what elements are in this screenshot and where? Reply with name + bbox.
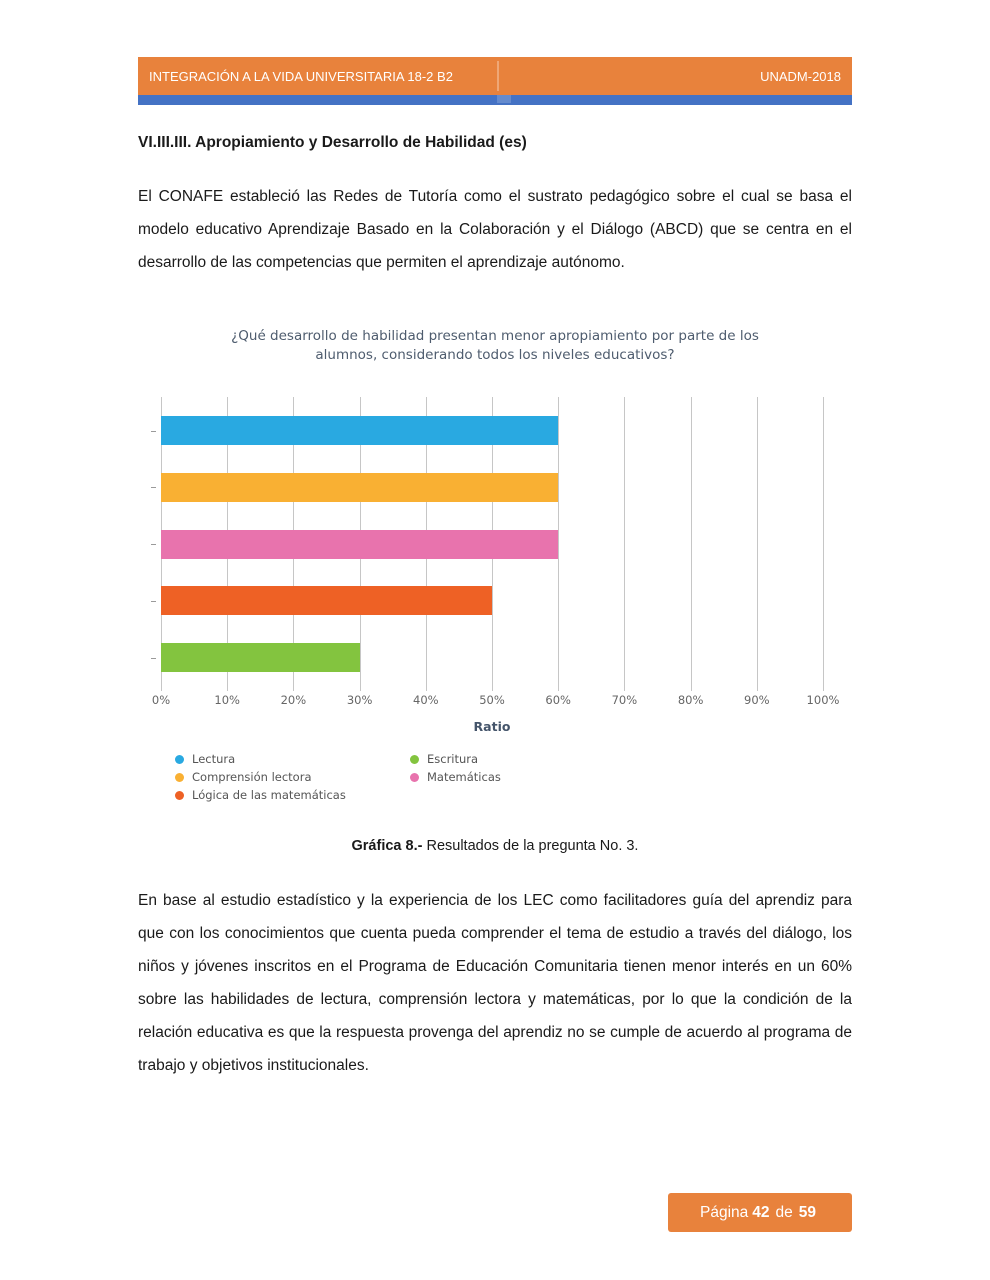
footer-prefix: Página <box>699 1203 749 1221</box>
page-header <box>138 57 852 95</box>
legend-marker-icon <box>175 755 184 764</box>
chart-x-axis <box>151 691 840 715</box>
bar-escritura <box>161 643 360 672</box>
section-heading: VI.III.III. Apropiamiento y Desarrollo de Habilidad (es) <box>138 134 527 151</box>
caption-text: Resultados de la pregunta No. 3. <box>422 838 639 854</box>
legend-marker-icon <box>410 755 419 764</box>
legend-item-logica-de-las-matematicas <box>175 786 410 804</box>
legend-column <box>410 750 501 804</box>
y-tick-dash <box>151 487 156 488</box>
header-left-title: INTEGRACIÓN A LA VIDA UNIVERSITARIA 18-2 B2 <box>149 68 453 84</box>
paragraph-analysis: En base al estudio estadístico y la experiencia de los LEC como facilitadores guía del aprendiz para que con los conocimientos que cuenta pueda comprender el tema de estudio a través del diálogo, los niños y jóvenes inscritos en el Programa de Educación Comunitaria tienen menor interés en un 60% sobre las habilidades de lectura, comprensión lectora y matemáticas, por lo que la condición de la relación educativa es que la respuesta provenga del aprendiz no se cumple de acuerdo al programa de trabajo y objetivos institucionales. <box>138 892 852 1074</box>
legend-marker-icon <box>410 773 419 782</box>
legend-item-lectura <box>175 750 410 768</box>
x-tick-label: 100% <box>806 693 840 707</box>
x-tick-label: 0% <box>151 693 171 707</box>
footer-page-number: 42 <box>752 1203 770 1221</box>
legend-label: Escritura <box>427 752 479 766</box>
gridline <box>558 397 559 691</box>
gridline <box>757 397 758 691</box>
x-tick-label: 70% <box>611 693 638 707</box>
legend-marker-icon <box>175 773 184 782</box>
y-tick-dash <box>151 658 156 659</box>
header-right-title: UNADM-2018 <box>760 68 841 84</box>
legend-label: Comprensión lectora <box>192 770 312 784</box>
legend-item-matematicas <box>410 768 501 786</box>
y-tick-dash <box>151 431 156 432</box>
legend-label: Lógica de las matemáticas <box>192 788 346 802</box>
bar-matematicas <box>161 530 558 559</box>
header-accent-bar <box>138 95 852 105</box>
legend-column <box>175 750 410 804</box>
y-tick-dash <box>151 544 156 545</box>
x-tick-label: 90% <box>744 693 770 707</box>
chart-title: ¿Qué desarrollo de habilidad presentan menor apropiamiento por parte de los alumnos, considerando todos los niveles educativos? <box>231 328 759 363</box>
x-tick-label: 20% <box>280 693 307 707</box>
chart-plot <box>161 397 823 685</box>
y-tick-dash <box>151 601 156 602</box>
x-tick-label: 10% <box>214 693 240 707</box>
x-tick-label: 40% <box>413 693 439 707</box>
legend-item-escritura <box>410 750 501 768</box>
chart <box>138 327 852 804</box>
chart-x-axis-title: Ratio <box>473 719 511 734</box>
legend-label: Lectura <box>192 752 236 766</box>
footer-of: de <box>775 1203 793 1221</box>
x-tick-label: 60% <box>545 693 571 707</box>
chart-legend <box>175 750 852 804</box>
x-tick-label: 50% <box>479 693 505 707</box>
paragraph-intro: El CONAFE estableció las Redes de Tutoría como el sustrato pedagógico sobre el cual se basa el modelo educativo Aprendizaje Basado en la Colaboración y el Diálogo (ABCD) que se centra en el desarrollo de las competencias que permiten el aprendizaje autónomo. <box>138 188 852 271</box>
x-tick-label: 80% <box>677 693 704 707</box>
gridline <box>691 397 692 691</box>
figure-caption <box>138 838 852 854</box>
bar-logica-de-las-matematicas <box>161 586 492 615</box>
gridline <box>624 397 625 691</box>
page-number-badge <box>668 1193 852 1232</box>
legend-marker-icon <box>175 791 184 800</box>
page-content <box>138 0 852 1082</box>
bar-lectura <box>161 416 558 445</box>
bar-comprension-lectora <box>161 473 558 502</box>
legend-item-comprension-lectora <box>175 768 410 786</box>
legend-label: Matemáticas <box>427 770 501 784</box>
x-tick-label: 30% <box>346 693 373 707</box>
gridline <box>823 397 824 691</box>
header-divider <box>497 61 499 91</box>
footer-total-pages: 59 <box>798 1203 816 1221</box>
header-accent-notch <box>497 95 511 103</box>
caption-label: Gráfica 8.- <box>351 838 423 854</box>
